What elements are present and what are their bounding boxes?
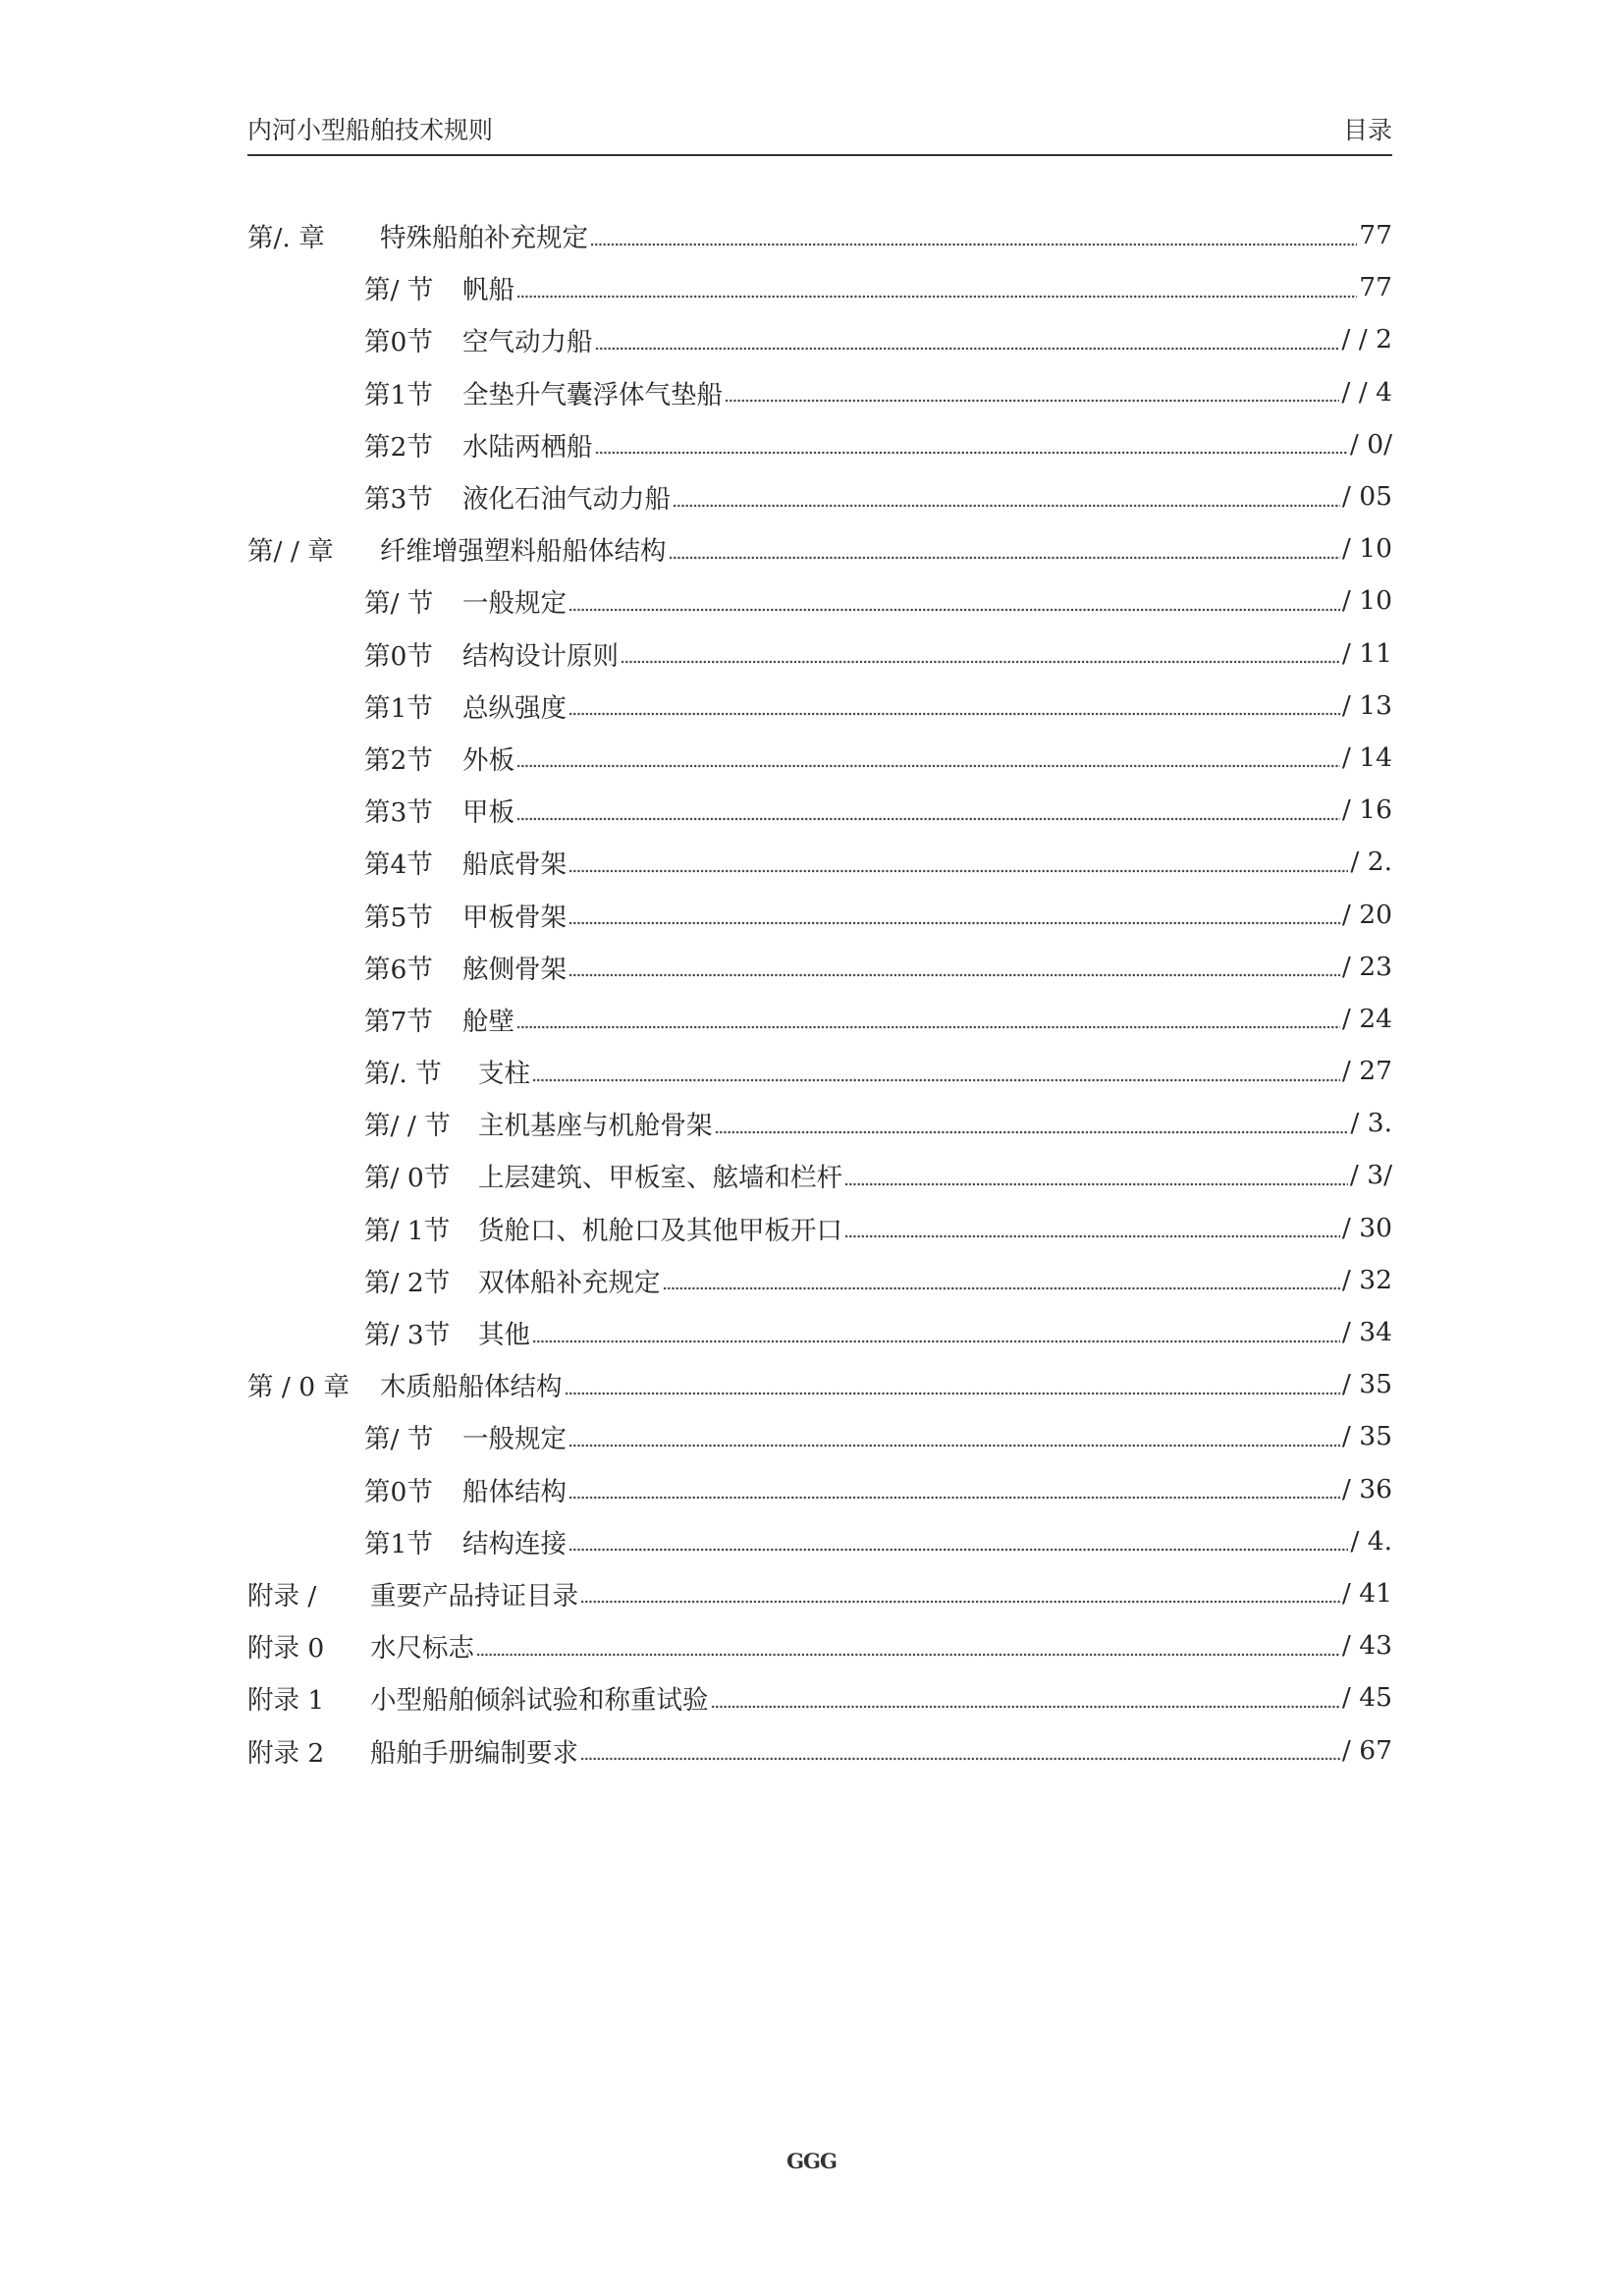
- toc-entry-page-number: / 10: [1341, 585, 1392, 617]
- toc-entry-page-number: / 27: [1341, 1056, 1392, 1087]
- toc-entry-title: 液化石油气动力船: [462, 484, 671, 516]
- toc-entry-label: 第5节: [364, 902, 433, 933]
- toc-entry-section[interactable]: [247, 1515, 1392, 1567]
- toc-entry-title: 双体船补充规定: [478, 1267, 661, 1298]
- toc-entry-label: 附录 1: [247, 1685, 325, 1717]
- toc-entry-title: 结构连接: [462, 1528, 567, 1559]
- toc-entry-page-number: / 45: [1341, 1682, 1392, 1714]
- dot-leader: [565, 1389, 1340, 1398]
- dot-leader: [580, 1754, 1340, 1764]
- dot-leader: [673, 501, 1340, 511]
- dot-leader: [715, 1127, 1349, 1137]
- toc-entry-chapter[interactable]: [247, 522, 1392, 574]
- running-header: [247, 116, 1392, 155]
- dot-leader: [532, 1337, 1340, 1346]
- dot-leader: [476, 1650, 1340, 1660]
- toc-entry-appendix[interactable]: [247, 1723, 1392, 1776]
- toc-entry-label: 第 / 0 章: [247, 1372, 351, 1403]
- toc-entry-label: 第0节: [364, 640, 433, 672]
- dot-leader: [516, 292, 1357, 301]
- toc-entry-label: 第1节: [364, 379, 433, 410]
- toc-entry-label: 第1节: [364, 692, 433, 724]
- toc-entry-title: 船底骨架: [462, 849, 567, 881]
- dot-leader: [568, 1545, 1348, 1555]
- toc-entry-section[interactable]: [247, 1410, 1392, 1462]
- toc-entry-section[interactable]: [247, 941, 1392, 993]
- toc-entry-page-number: / 41: [1341, 1577, 1392, 1609]
- toc-entry-section[interactable]: [247, 732, 1392, 784]
- toc-entry-section[interactable]: [247, 1306, 1392, 1358]
- toc-entry-title: 重要产品持证目录: [370, 1580, 578, 1612]
- toc-entry-title: 舷侧骨架: [462, 954, 567, 985]
- toc-entry-page-number: / 3/: [1349, 1160, 1392, 1191]
- dot-leader: [568, 709, 1340, 719]
- toc-entry-title: 纤维增强塑料船船体结构: [380, 536, 667, 568]
- toc-entry-appendix[interactable]: [247, 1671, 1392, 1723]
- toc-entry-page-number: / 3.: [1350, 1108, 1392, 1139]
- page-number: GGG: [786, 2149, 837, 2173]
- toc-entry-chapter[interactable]: [247, 209, 1392, 261]
- toc-entry-label: 第2节: [364, 744, 433, 776]
- toc-entry-page-number: / 67: [1341, 1734, 1392, 1766]
- section-title: 目录: [1342, 116, 1392, 144]
- toc-entry-appendix[interactable]: [247, 1619, 1392, 1671]
- toc-entry-page-number: / 23: [1341, 951, 1392, 982]
- toc-entry-title: 帆船: [462, 275, 514, 306]
- toc-entry-page-number: 77: [1359, 272, 1392, 303]
- toc-entry-label: 第3节: [364, 484, 433, 516]
- dot-leader: [595, 448, 1348, 458]
- toc-entry-page-number: / 24: [1341, 1003, 1392, 1034]
- toc-entry-page-number: 77: [1359, 220, 1392, 251]
- toc-entry-title: 舱壁: [462, 1006, 514, 1037]
- toc-entry-page-number: / 16: [1341, 794, 1392, 826]
- toc-entry-page-number: / 4.: [1350, 1525, 1392, 1557]
- toc-entry-title: 其他: [478, 1320, 530, 1351]
- toc-entry-page-number: / 30: [1341, 1212, 1392, 1243]
- toc-entry-label: 第/ 节: [364, 275, 434, 306]
- toc-entry-label: 第1节: [364, 1528, 433, 1559]
- dot-leader: [532, 1075, 1340, 1085]
- toc-entry-page-number: / 2.: [1350, 847, 1392, 878]
- toc-entry-page-number: / 32: [1341, 1264, 1392, 1295]
- toc-entry-title: 一般规定: [462, 588, 567, 620]
- toc-entry-section[interactable]: [247, 993, 1392, 1045]
- toc-entry-appendix[interactable]: [247, 1567, 1392, 1619]
- toc-entry-page-number: / 05: [1341, 481, 1392, 513]
- toc-entry-label: 第/ / 节: [364, 1111, 451, 1142]
- toc-entry-section[interactable]: [247, 470, 1392, 522]
- toc-entry-title: 甲板骨架: [462, 902, 567, 933]
- toc-entry-label: 第/ 1节: [364, 1215, 451, 1246]
- toc-entry-label: 附录 0: [247, 1633, 325, 1665]
- toc-entry-title: 支柱: [478, 1059, 530, 1090]
- toc-entry-page-number: / 13: [1341, 689, 1392, 721]
- toc-entry-label: 第/ 节: [364, 588, 434, 620]
- toc-entry-section[interactable]: [247, 784, 1392, 836]
- toc-entry-title: 水尺标志: [370, 1633, 474, 1665]
- toc-entry-title: 船体结构: [462, 1476, 567, 1507]
- toc-entry-title: 甲板: [462, 797, 514, 829]
- toc-entry-section[interactable]: [247, 313, 1392, 365]
- toc-entry-title: 主机基座与机舱骨架: [478, 1111, 713, 1142]
- toc-entry-title: 木质船船体结构: [380, 1372, 563, 1403]
- toc-entry-section[interactable]: [247, 1202, 1392, 1254]
- dot-leader: [568, 605, 1340, 615]
- toc-entry-label: 第/ 节: [364, 1424, 434, 1455]
- toc-entry-page-number: / 36: [1341, 1473, 1392, 1504]
- toc-entry-title: 总纵强度: [462, 692, 567, 724]
- toc-entry-title: 空气动力船: [462, 327, 593, 358]
- toc-entry-label: 第2节: [364, 431, 433, 463]
- dot-leader: [621, 657, 1340, 667]
- dot-leader: [669, 553, 1340, 563]
- toc-entry-title: 货舱口、机舱口及其他甲板开口: [478, 1215, 842, 1246]
- header-divider: [247, 154, 1392, 156]
- toc-entry-label: 附录 2: [247, 1737, 325, 1769]
- toc-entry-section[interactable]: [247, 1149, 1392, 1201]
- toc-entry-page-number: / 10: [1341, 533, 1392, 565]
- toc-entry-section[interactable]: [247, 628, 1392, 680]
- toc-entry-title: 外板: [462, 744, 514, 776]
- dot-leader: [595, 344, 1340, 354]
- toc-entry-chapter[interactable]: [247, 1358, 1392, 1410]
- toc-entry-label: 第4节: [364, 849, 433, 881]
- toc-entry-page-number: / 0/: [1349, 428, 1392, 460]
- dot-leader: [844, 1231, 1340, 1241]
- dot-leader: [516, 761, 1340, 771]
- toc-entry-title: 水陆两栖船: [462, 431, 593, 463]
- toc-entry-title: 一般规定: [462, 1424, 567, 1455]
- toc-entry-section[interactable]: [247, 1045, 1392, 1097]
- dot-leader: [568, 1493, 1340, 1503]
- toc-entry-page-number: / / 4: [1341, 376, 1392, 408]
- dot-leader: [568, 866, 1348, 876]
- toc-entry-label: 第/ 2节: [364, 1267, 451, 1298]
- toc-entry-page-number: / 35: [1341, 1421, 1392, 1452]
- toc-entry-page-number: / 34: [1341, 1317, 1392, 1348]
- toc-entry-title: 船舶手册编制要求: [370, 1737, 578, 1769]
- toc-entry-label: 第7节: [364, 1006, 433, 1037]
- dot-leader: [711, 1702, 1340, 1712]
- dot-leader: [568, 1441, 1340, 1450]
- toc-entry-title: 结构设计原则: [462, 640, 619, 672]
- dot-leader: [516, 1022, 1340, 1032]
- dot-leader: [516, 814, 1340, 824]
- dot-leader: [568, 918, 1340, 928]
- toc-entry-section[interactable]: [247, 366, 1392, 418]
- toc-entry-page-number: / 14: [1341, 741, 1392, 773]
- dot-leader: [568, 970, 1340, 980]
- toc-entry-label: 第/ 0节: [364, 1163, 451, 1194]
- dot-leader: [580, 1597, 1340, 1607]
- dot-leader: [725, 396, 1339, 406]
- toc-entry-label: 第/. 节: [364, 1059, 442, 1090]
- toc-entry-section[interactable]: [247, 261, 1392, 313]
- dot-leader: [663, 1284, 1340, 1293]
- toc-entry-label: 第3节: [364, 797, 433, 829]
- toc-entry-page-number: / 43: [1341, 1630, 1392, 1662]
- table-of-contents: [247, 209, 1392, 1777]
- document-title: 内河小型船舶技术规则: [247, 116, 494, 144]
- dot-leader: [590, 240, 1357, 249]
- toc-entry-section[interactable]: [247, 1254, 1392, 1306]
- toc-entry-title: 特殊船舶补充规定: [380, 223, 588, 254]
- toc-entry-label: 第/ / 章: [247, 536, 334, 568]
- toc-entry-label: 第/ 3节: [364, 1320, 451, 1351]
- toc-entry-section[interactable]: [247, 888, 1392, 940]
- toc-entry-page-number: / 11: [1341, 637, 1392, 669]
- toc-entry-section[interactable]: [247, 836, 1392, 888]
- dot-leader: [844, 1179, 1348, 1189]
- toc-entry-section[interactable]: [247, 1463, 1392, 1515]
- toc-entry-section[interactable]: [247, 574, 1392, 627]
- toc-entry-section[interactable]: [247, 418, 1392, 470]
- toc-entry-label: 第0节: [364, 327, 433, 358]
- toc-entry-title: 上层建筑、甲板室、舷墙和栏杆: [478, 1163, 842, 1194]
- toc-entry-page-number: / 35: [1341, 1369, 1392, 1400]
- toc-entry-page-number: / 20: [1341, 899, 1392, 930]
- toc-entry-page-number: / / 2: [1341, 324, 1392, 355]
- toc-entry-label: 附录 /: [247, 1580, 317, 1612]
- toc-entry-label: 第0节: [364, 1476, 433, 1507]
- toc-entry-section[interactable]: [247, 1097, 1392, 1149]
- toc-entry-title: 全垫升气囊浮体气垫船: [462, 379, 723, 410]
- toc-entry-section[interactable]: [247, 680, 1392, 732]
- toc-entry-title: 小型船舶倾斜试验和称重试验: [370, 1685, 709, 1717]
- toc-entry-label: 第/. 章: [247, 223, 325, 254]
- toc-entry-label: 第6节: [364, 954, 433, 985]
